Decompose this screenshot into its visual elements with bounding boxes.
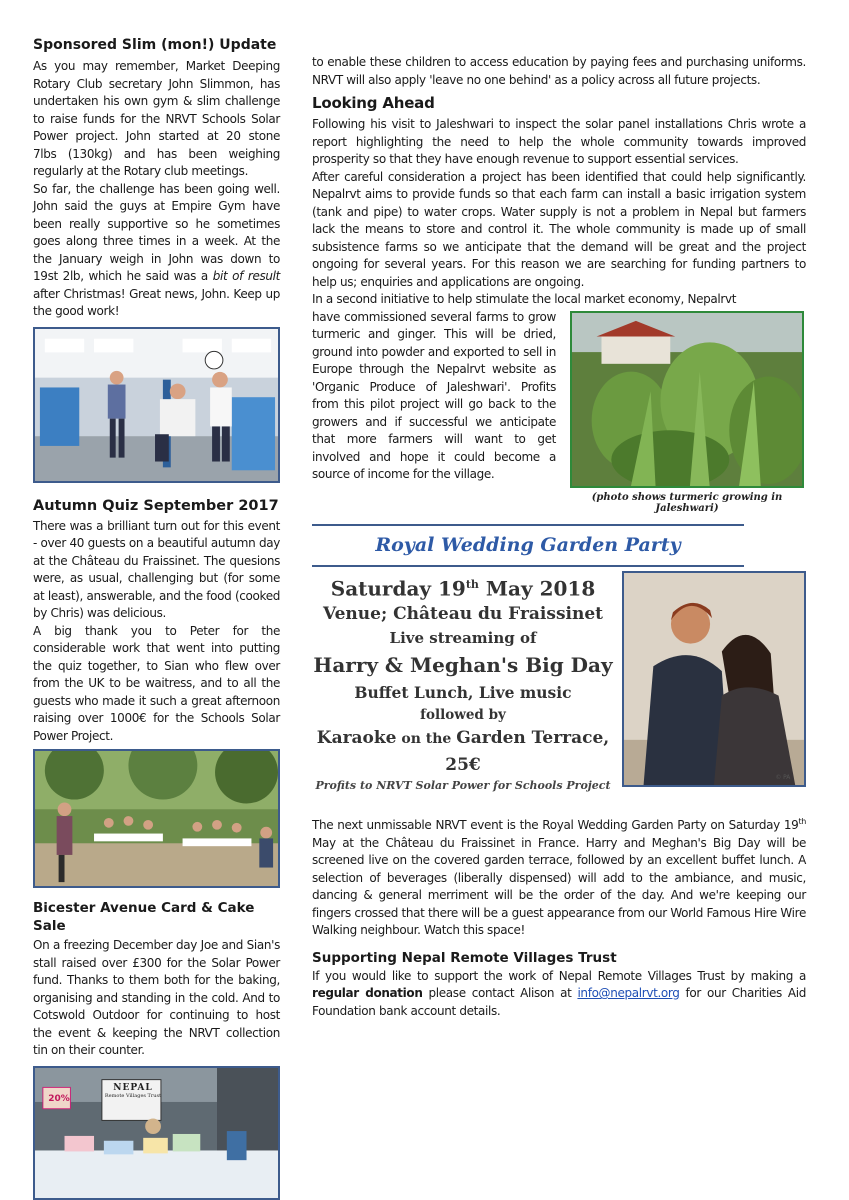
wedding-paragraph [312, 813, 806, 940]
wedding-paragraph-b: May at the Château du Fraissinet in France. Harry and Meghan's Big Day will be screened live on the covered garden terrace, followed by an excellent buffet lunch. A selection of beverages (liberally dispensed) will add to the ambiance, and music, dancing & general merriment will be the order of the day. And we're keeping our fingers crossed that there will be a guest appearance from our World Famous Hire Wire Walking neighbour. Watch this space! [312, 835, 806, 938]
event-karaoke [312, 726, 614, 752]
wedding-paragraph-a: The next unmissable NRVT event is the Royal Wedding Garden Party on Saturday 19 [312, 818, 799, 833]
turmeric-illustration [572, 313, 802, 486]
event-followed: followed by [420, 707, 506, 724]
sign-line-1: NEPAL [113, 1082, 153, 1093]
photo-credit: © PA [775, 774, 791, 781]
event-rule-bottom [312, 565, 744, 567]
sale-badge: 20% [48, 1093, 70, 1104]
royal-couple-illustration [624, 573, 804, 785]
support-text-a: If you would like to support the work of Nepal Remote Villages Trust by making a [312, 968, 806, 983]
turmeric-photo [570, 311, 804, 488]
support-text-c: for our Charities Aid Foundation bank account details. [312, 986, 806, 1018]
slim-p2-text-a: So far, the challenge has been going well. John said the guys at Empire Gym have been really supportive so he sometimes goes along three times in a week. At the the January weigh in John was down to 19st 2lb, which he said was a [33, 181, 280, 283]
slim-paragraph-2 [33, 181, 280, 321]
slim-paragraph-1: As you may remember, Market Deeping Rotary Club secretary John Slimmon, has undertaken his own gym & slim challenge to raise funds for the NRVT Schools Solar Power project. John started at 20 stone 7lbs (130kg) and has been weighing regularly at the Rotary club meetings. [33, 59, 280, 178]
quiz-heading: Autumn Quiz September 2017 [33, 497, 279, 514]
gym-photo [33, 327, 280, 483]
slim-p2-text-b: after Christmas! Great news, John. Keep up the good work! [33, 286, 280, 318]
turmeric-figure [570, 309, 806, 514]
sign-text [103, 1080, 163, 1099]
left-column [33, 36, 280, 1200]
turmeric-block [312, 309, 806, 514]
event-date-day: Saturday 19 [330, 576, 466, 601]
support-text-b: please contact Alison at [422, 986, 578, 1001]
slim-heading: Sponsored Slim (mon!) Update [33, 37, 277, 53]
intro-paragraph: to enable these children to access education by paying fees and purchasing uniforms. NRVT will also apply 'leave no one behind' as a policy across all future projects. [312, 55, 806, 87]
right-column [312, 54, 806, 1020]
support-bold: regular donation [312, 986, 423, 1001]
turmeric-caption: (photo shows turmeric growing in Jaleshwari) [591, 491, 783, 514]
support-paragraph [312, 968, 806, 1021]
garden-party-illustration [35, 751, 278, 886]
event-date [312, 571, 614, 603]
slim-p2-emphasis: bit of result [212, 269, 280, 283]
looking-paragraph-2: After careful consideration a project has been identified that could help significantly. Nepalrvt aims to provide funds so that each farm can install a basic irrigation system (tank and pipe) to water crops. Water supply is not a problem in Nepal but farmers lack the means to store and control it. The whole community is made up of small subsistence farms so we anticipate that the demand will be great and the project ongoing for several years. For this reason we are searching for funding partners to help us; enquiries and applications are ongoing. [312, 169, 806, 289]
support-heading: Supporting Nepal Remote Villages Trust [312, 949, 617, 966]
event-profits: Profits to NRVT Solar Power for Schools Project [315, 779, 611, 793]
quiz-paragraph-1: There was a brilliant turn out for this event - over 40 guests on a beautiful autumn day at the Château du Fraissinet. The quesions were, as usual, challenging but (for some at least), answerable, and the food (cooked by Chris) was delicious. [33, 518, 280, 620]
event-rule-top [312, 524, 744, 526]
looking-ahead-heading: Looking Ahead [312, 94, 435, 112]
event-price: 25€ [445, 755, 481, 776]
event-buffet: Buffet Lunch, Live music [354, 683, 572, 703]
gym-illustration [35, 329, 278, 481]
event-live: Live streaming of [389, 629, 537, 648]
quiz-photo [33, 749, 280, 888]
wedding-paragraph-sup: th [798, 817, 806, 827]
royal-couple-photo [622, 571, 806, 787]
email-link[interactable]: info@nepalrvt.org [577, 986, 680, 1001]
bicester-heading: Bicester Avenue Card & Cake Sale [33, 900, 255, 934]
event-karaoke-a: Karaoke [316, 728, 397, 749]
event-details [312, 571, 614, 795]
event-venue: Venue; Château du Fraissinet [322, 604, 604, 625]
event-block [312, 571, 806, 795]
event-karaoke-c: Garden Terrace, [456, 728, 610, 749]
event-date-month: May 2018 [478, 576, 596, 601]
quiz-paragraph-2: A big thank you to Peter for the considerable work that went into putting the quiz together, to Sian who flew over from the UK to be waitress, and to all the guests who made it such a great afternoon raising over 1000€ for the Schools Solar Power Project. [33, 623, 280, 743]
bicester-paragraph: On a freezing December day Joe and Sian's stall raised over £300 for the Solar Power fund. Thanks to them both for the baking, organising and standing in the cold. And to Cotswold Outdoor for continuing to host the event & keeping the NRVT collection tin on their counter. [33, 938, 280, 1057]
event-title: Royal Wedding Garden Party [375, 533, 681, 556]
bicester-photo [33, 1066, 280, 1200]
looking-paragraph-3-intro: In a second initiative to help stimulate the local market economy, Nepalrvt [312, 292, 737, 306]
event-date-sup: th [465, 577, 479, 591]
looking-paragraph-3: have commissioned several farms to grow turmeric and ginger. This will be dried, ground into powder and exported to sell in Europe through the Nepalrvt website as 'Organic Produce of Jaleshwari'. Profits from this pilot project will go back to the growers and if successful we anticipate that more farmers will want to get involved and hope it could become a source of income for the village. [312, 309, 556, 481]
event-big-day: Harry & Meghan's Big Day [313, 653, 613, 678]
event-karaoke-b: on the [396, 731, 457, 748]
looking-paragraph-1: Following his visit to Jaleshwari to inspect the solar panel installations Chris wrote a report highlighting the need to help the whole community towards improved prosperity so that they have enough revenue to support essential services. [312, 117, 806, 166]
sign-line-2: Remote Villages Trust [104, 1092, 162, 1099]
